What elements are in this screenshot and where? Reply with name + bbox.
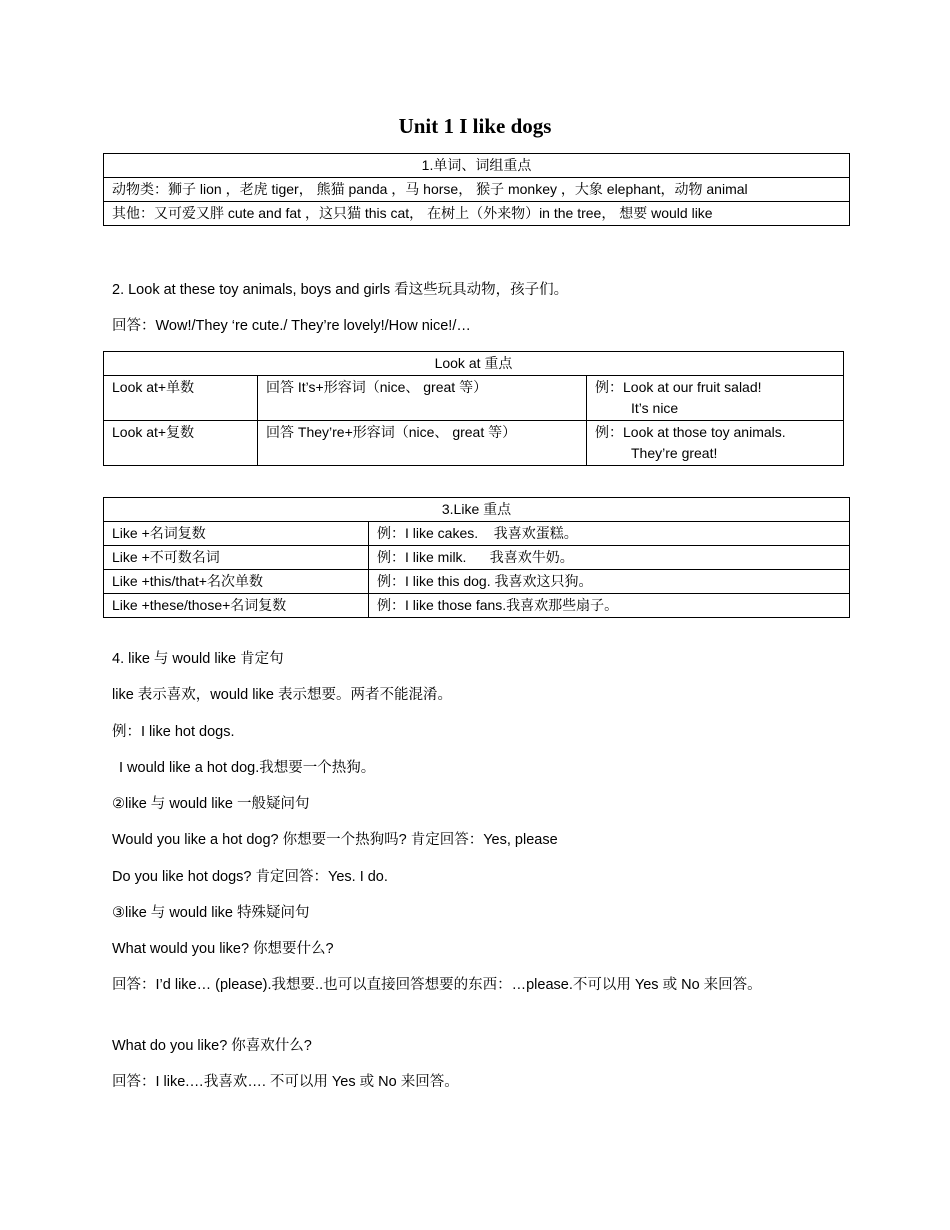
table-header-row (104, 498, 850, 522)
table-row (104, 546, 850, 570)
lookat-table (103, 351, 844, 466)
like-example-cell: 例：I like those fans.我喜欢那些扇子。 (369, 594, 850, 618)
section2-heading: 2. Look at these toy animals, boys and girls 看这些玩具动物，孩子们。 (112, 282, 569, 298)
vocabulary-table (103, 153, 850, 226)
table-row (104, 178, 850, 202)
lookat-example-cell (587, 421, 844, 466)
paragraph: What do you like? 你喜欢什么? (112, 1038, 312, 1054)
example-line: Look at our fruit salad! (623, 379, 762, 395)
paragraph: 例：I like hot dogs. (112, 724, 235, 740)
like-pattern-cell: Like +this/that+名次单数 (104, 570, 369, 594)
section4-heading: 4. like 与 would like 肯定句 (112, 651, 284, 667)
example-line: It’s nice (631, 400, 679, 416)
paragraph: What would you like? 你想要什么? (112, 941, 334, 957)
vocabulary-others: 其他：又可爱又胖 cute and fat ，这只猫 this cat， 在树上（外来物）in the tree， 想要 would like (104, 202, 850, 226)
section2-answer: 回答：Wow!/They ‘re cute./ They’re lovely!/How nice!/… (112, 318, 471, 334)
lookat-pattern-cell: Look at+单数 (104, 376, 258, 421)
subheading: ②like 与 would like 一般疑问句 (112, 796, 310, 812)
vocabulary-animals: 动物类：狮子 lion ，老虎 tiger， 熊猫 panda ，马 horse， 猴子 monkey ，大象 elephant，动物 animal (104, 178, 850, 202)
paragraph: 回答：I like.…我喜欢…. 不可以用 Yes 或 No 来回答。 (112, 1074, 459, 1090)
paragraph: like 表示喜欢，would like 表示想要。两者不能混淆。 (112, 687, 452, 703)
example-line: They’re great! (631, 445, 718, 461)
table-row (104, 570, 850, 594)
table-row (104, 376, 844, 421)
lookat-table-header: Look at 重点 (104, 352, 844, 376)
example-label: 例： (595, 379, 623, 395)
lookat-example-cell (587, 376, 844, 421)
subheading: ③like 与 would like 特殊疑问句 (112, 905, 310, 921)
table-row (104, 421, 844, 466)
paragraph: Do you like hot dogs? 肯定回答：Yes. I do. (112, 869, 388, 885)
paragraph: 回答：I’d like… (please).我想要..也可以直接回答想要的东西：…please.不可以用 Yes 或 No 来回答。 (112, 977, 762, 993)
lookat-pattern-cell: Look at+复数 (104, 421, 258, 466)
example-label: 例： (595, 424, 623, 440)
like-table-header: 3.Like 重点 (104, 498, 850, 522)
like-pattern-cell: Like +these/those+名词复数 (104, 594, 369, 618)
paragraph: I would like a hot dog.我想要一个热狗。 (119, 760, 376, 776)
like-example-cell: 例：I like cakes. 我喜欢蛋糕。 (369, 522, 850, 546)
like-pattern-cell: Like +名词复数 (104, 522, 369, 546)
lookat-answer-cell: 回答 It’s+形容词（nice、 great 等） (258, 376, 587, 421)
like-table (103, 497, 850, 618)
lookat-answer-cell: 回答 They’re+形容词（nice、 great 等） (258, 421, 587, 466)
table-row (104, 522, 850, 546)
table-header-row (104, 154, 850, 178)
like-example-cell: 例：I like milk. 我喜欢牛奶。 (369, 546, 850, 570)
page-title: Unit 1 I like dogs (398, 114, 552, 138)
table-row (104, 594, 850, 618)
vocabulary-table-header: 1.单词、词组重点 (104, 154, 850, 178)
like-example-cell: 例：I like this dog. 我喜欢这只狗。 (369, 570, 850, 594)
table-row (104, 202, 850, 226)
paragraph: Would you like a hot dog? 你想要一个热狗吗? 肯定回答：Yes, please (112, 832, 558, 848)
like-pattern-cell: Like +不可数名词 (104, 546, 369, 570)
example-line: Look at those toy animals. (623, 424, 786, 440)
table-header-row (104, 352, 844, 376)
